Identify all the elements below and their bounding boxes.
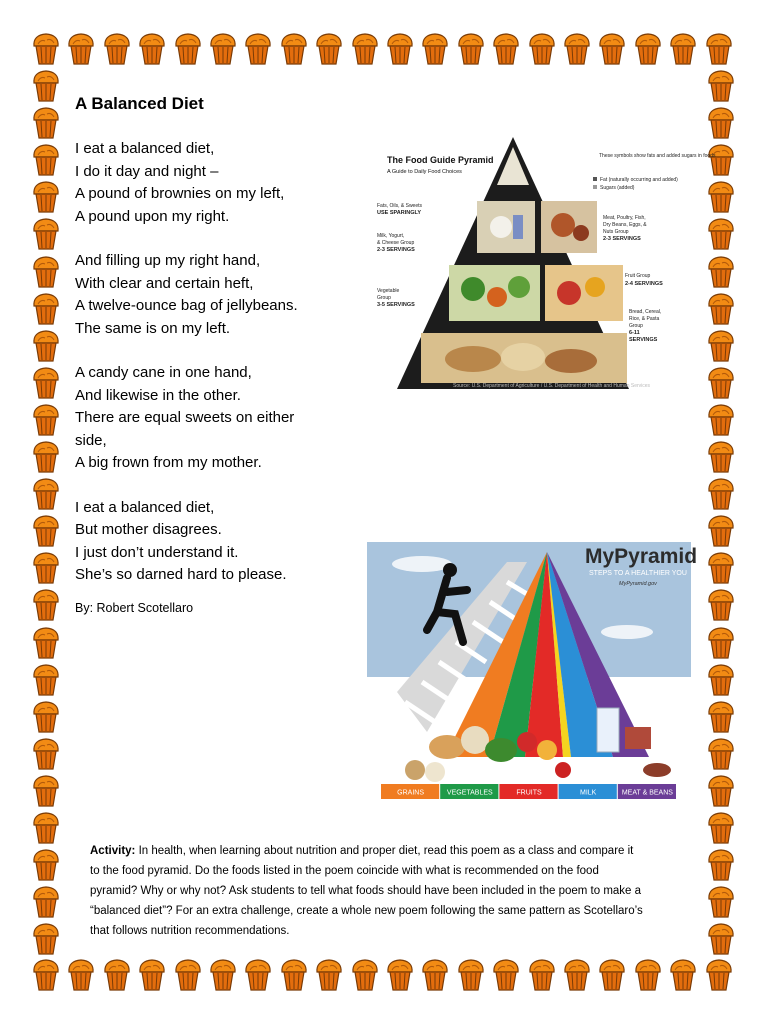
muffin-icon bbox=[706, 106, 736, 140]
muffin-icon bbox=[31, 700, 61, 734]
poem-line: I eat a balanced diet, bbox=[75, 140, 215, 157]
muffin-icon bbox=[420, 958, 450, 992]
fruit-servings: 2-4 SERVINGS bbox=[625, 281, 663, 287]
muffin-icon bbox=[31, 588, 61, 622]
muffin-icon bbox=[314, 32, 344, 66]
pyramid-source: Source: U.S. Department of Agriculture / U.S. Department of Health and Human Services bbox=[453, 383, 651, 389]
muffin-icon bbox=[527, 958, 557, 992]
poem-stanza bbox=[75, 250, 335, 340]
bread-label: Bread, Cereal, bbox=[629, 309, 662, 315]
poem-line: A twelve-ounce bag of jellybeans. bbox=[75, 297, 298, 314]
milk-label-2: & Cheese Group bbox=[377, 240, 415, 246]
muffin-icon bbox=[31, 551, 61, 585]
muffin-icon bbox=[706, 514, 736, 548]
pyramid-legend-note: These symbols show fats and added sugars in foods bbox=[599, 153, 716, 159]
muffin-icon bbox=[31, 180, 61, 214]
muffin-icon bbox=[137, 958, 167, 992]
mypyramid-image bbox=[367, 542, 698, 801]
poem-line: I do it day and night – bbox=[75, 162, 219, 180]
muffin-icon bbox=[704, 958, 734, 992]
muffin-icon bbox=[31, 922, 61, 956]
muffin-icon bbox=[562, 958, 592, 992]
muffin-icon bbox=[562, 32, 592, 66]
muffin-icon bbox=[706, 774, 736, 808]
muffin-icon bbox=[706, 440, 736, 474]
muffin-icon bbox=[31, 403, 61, 437]
vegetable-servings: 3-5 SERVINGS bbox=[377, 302, 415, 308]
poem-stanza bbox=[75, 138, 335, 228]
muffin-icon bbox=[491, 32, 521, 66]
muffin-icon bbox=[706, 551, 736, 585]
mypyramid-band-label: FRUITS bbox=[516, 789, 542, 797]
muffin-icon bbox=[706, 922, 736, 956]
muffin-icon bbox=[706, 217, 736, 251]
muffin-icon bbox=[31, 663, 61, 697]
muffin-icon bbox=[243, 32, 273, 66]
muffin-icon bbox=[706, 811, 736, 845]
muffin-icon bbox=[633, 32, 663, 66]
muffin-icon bbox=[706, 255, 736, 289]
muffin-icon bbox=[706, 588, 736, 622]
poem-line: But mother disagrees. bbox=[75, 521, 222, 538]
mypyramid-band-label: MILK bbox=[580, 789, 597, 797]
activity-paragraph bbox=[90, 841, 645, 941]
muffin-icon bbox=[31, 737, 61, 771]
meat-servings: 2-3 SERVINGS bbox=[603, 236, 641, 242]
fruit-label: Fruit Group bbox=[625, 273, 651, 279]
muffin-icon bbox=[706, 143, 736, 177]
mypyramid-brand: MyPyramid bbox=[585, 545, 698, 568]
mypyramid-band-label: GRAINS bbox=[397, 789, 425, 797]
mypyramid-band-label: MEAT & BEANS bbox=[621, 789, 673, 797]
bread-label-3: Group bbox=[629, 323, 643, 329]
pyramid-legend-fat: Fat (naturally occurring and added) bbox=[600, 177, 678, 183]
poem-line: A big frown from my mother. bbox=[75, 454, 262, 471]
muffin-icon bbox=[31, 440, 61, 474]
pyramid-legend-sugar: Sugars (added) bbox=[600, 185, 635, 191]
fats-label: Fats, Oils, & Sweets bbox=[377, 203, 423, 209]
meat-label: Meat, Poultry, Fish, bbox=[603, 215, 646, 221]
poem-stanza bbox=[75, 362, 335, 475]
muffin-icon bbox=[31, 477, 61, 511]
muffin-icon bbox=[706, 626, 736, 660]
muffin-icon bbox=[706, 700, 736, 734]
muffin-icon bbox=[706, 329, 736, 363]
muffin-icon bbox=[31, 514, 61, 548]
mypyramid-band-label: VEGETABLES bbox=[446, 789, 493, 797]
pyramid-title: The Food Guide Pyramid bbox=[387, 155, 494, 165]
poem-line: A pound upon my right. bbox=[75, 207, 230, 225]
food-guide-pyramid-image bbox=[373, 137, 716, 389]
poem-title: A Balanced Diet bbox=[75, 94, 204, 113]
muffin-icon bbox=[31, 32, 61, 66]
muffin-icon bbox=[208, 958, 238, 992]
muffin-icon bbox=[173, 958, 203, 992]
muffin-icon bbox=[668, 32, 698, 66]
muffin-icon bbox=[279, 958, 309, 992]
poem-line: side, bbox=[75, 431, 107, 449]
muffin-icon bbox=[31, 217, 61, 251]
muffin-icon bbox=[350, 32, 380, 66]
muffin-icon bbox=[102, 958, 132, 992]
muffin-icon bbox=[31, 811, 61, 845]
poem-line: A candy cane in one hand, bbox=[75, 364, 252, 381]
muffin-icon bbox=[137, 32, 167, 66]
muffin-icon bbox=[208, 32, 238, 66]
poem-line: She’s so darned hard to please. bbox=[75, 566, 287, 583]
muffin-icon bbox=[633, 958, 663, 992]
muffin-icon bbox=[527, 32, 557, 66]
meat-label-3: Nuts Group bbox=[603, 229, 629, 235]
meat-label-2: Dry Beans, Eggs, & bbox=[603, 222, 647, 228]
mypyramid-tagline: STEPS TO A HEALTHIER YOU bbox=[589, 570, 687, 577]
muffin-icon bbox=[31, 292, 61, 326]
milk-label: Milk, Yogurt, bbox=[377, 233, 405, 239]
muffin-icon bbox=[31, 958, 61, 992]
muffin-icon bbox=[31, 106, 61, 140]
fats-servings: USE SPARINGLY bbox=[377, 210, 422, 216]
muffin-icon bbox=[31, 69, 61, 103]
muffin-icon bbox=[668, 958, 698, 992]
muffin-icon bbox=[706, 69, 736, 103]
poem-line: With clear and certain heft, bbox=[75, 274, 254, 292]
bread-servings-range: 6-11 bbox=[629, 330, 640, 336]
poem-stanza bbox=[75, 497, 335, 587]
muffin-icon bbox=[706, 663, 736, 697]
muffin-icon bbox=[31, 885, 61, 919]
muffin-icon bbox=[704, 32, 734, 66]
mypyramid-url: MyPyramid.gov bbox=[619, 581, 657, 587]
muffin-icon bbox=[706, 366, 736, 400]
bread-servings: SERVINGS bbox=[629, 337, 658, 343]
muffin-icon bbox=[706, 403, 736, 437]
muffin-icon bbox=[706, 885, 736, 919]
activity-label: Activity: bbox=[90, 845, 136, 857]
poem-line: And likewise in the other. bbox=[75, 386, 241, 404]
muffin-icon bbox=[706, 292, 736, 326]
muffin-icon bbox=[350, 958, 380, 992]
muffin-icon bbox=[456, 32, 486, 66]
muffin-icon bbox=[31, 774, 61, 808]
muffin-icon bbox=[102, 32, 132, 66]
muffin-icon bbox=[385, 32, 415, 66]
poem-line: The same is on my left. bbox=[75, 319, 231, 337]
muffin-icon bbox=[491, 958, 521, 992]
pyramid-subtitle: A Guide to Daily Food Choices bbox=[387, 169, 462, 175]
mypyramid-category-bands bbox=[381, 784, 676, 799]
muffin-icon bbox=[706, 737, 736, 771]
activity-text: In health, when learning about nutrition and proper diet, read this poem as a class and compare it to the food pyramid. Do the foods listed in the poem coincide with what is recommended on the food pyramid? Why or why not? Ask students to tell what foods should have been included in the poem to make a “balanced diet”? For an extra challenge, create a whole new poem following the same pattern as Scotellaro’s that follows nutrition recommendations. bbox=[90, 845, 643, 937]
poem-line: I just don’t understand it. bbox=[75, 543, 239, 561]
muffin-icon bbox=[420, 32, 450, 66]
muffin-icon bbox=[31, 366, 61, 400]
muffin-icon bbox=[66, 32, 96, 66]
muffin-icon bbox=[706, 848, 736, 882]
muffin-icon bbox=[456, 958, 486, 992]
bread-label-2: Rice, & Pasta bbox=[629, 316, 660, 322]
muffin-icon bbox=[173, 32, 203, 66]
muffin-icon bbox=[597, 958, 627, 992]
muffin-icon bbox=[31, 329, 61, 363]
poem-byline: By: Robert Scotellaro bbox=[75, 601, 194, 615]
poem-body bbox=[75, 138, 335, 609]
muffin-icon bbox=[31, 626, 61, 660]
poem-line: A pound of brownies on my left, bbox=[75, 185, 285, 202]
milk-servings: 2-3 SERVINGS bbox=[377, 247, 415, 253]
poem-line: There are equal sweets on either bbox=[75, 409, 295, 426]
vegetable-label: Vegetable bbox=[377, 288, 400, 294]
muffin-icon bbox=[243, 958, 273, 992]
muffin-icon bbox=[706, 180, 736, 214]
vegetable-label-2: Group bbox=[377, 295, 391, 301]
muffin-icon bbox=[706, 477, 736, 511]
muffin-icon bbox=[279, 32, 309, 66]
muffin-icon bbox=[31, 143, 61, 177]
muffin-icon bbox=[314, 958, 344, 992]
sugar-legend-icon bbox=[593, 185, 597, 189]
poem-line: I eat a balanced diet, bbox=[75, 498, 215, 516]
muffin-icon bbox=[385, 958, 415, 992]
poem-line: And filling up my right hand, bbox=[75, 252, 261, 269]
muffin-icon bbox=[66, 958, 96, 992]
muffin-icon bbox=[31, 255, 61, 289]
fat-legend-icon bbox=[593, 177, 597, 181]
muffin-icon bbox=[597, 32, 627, 66]
muffin-icon bbox=[31, 848, 61, 882]
